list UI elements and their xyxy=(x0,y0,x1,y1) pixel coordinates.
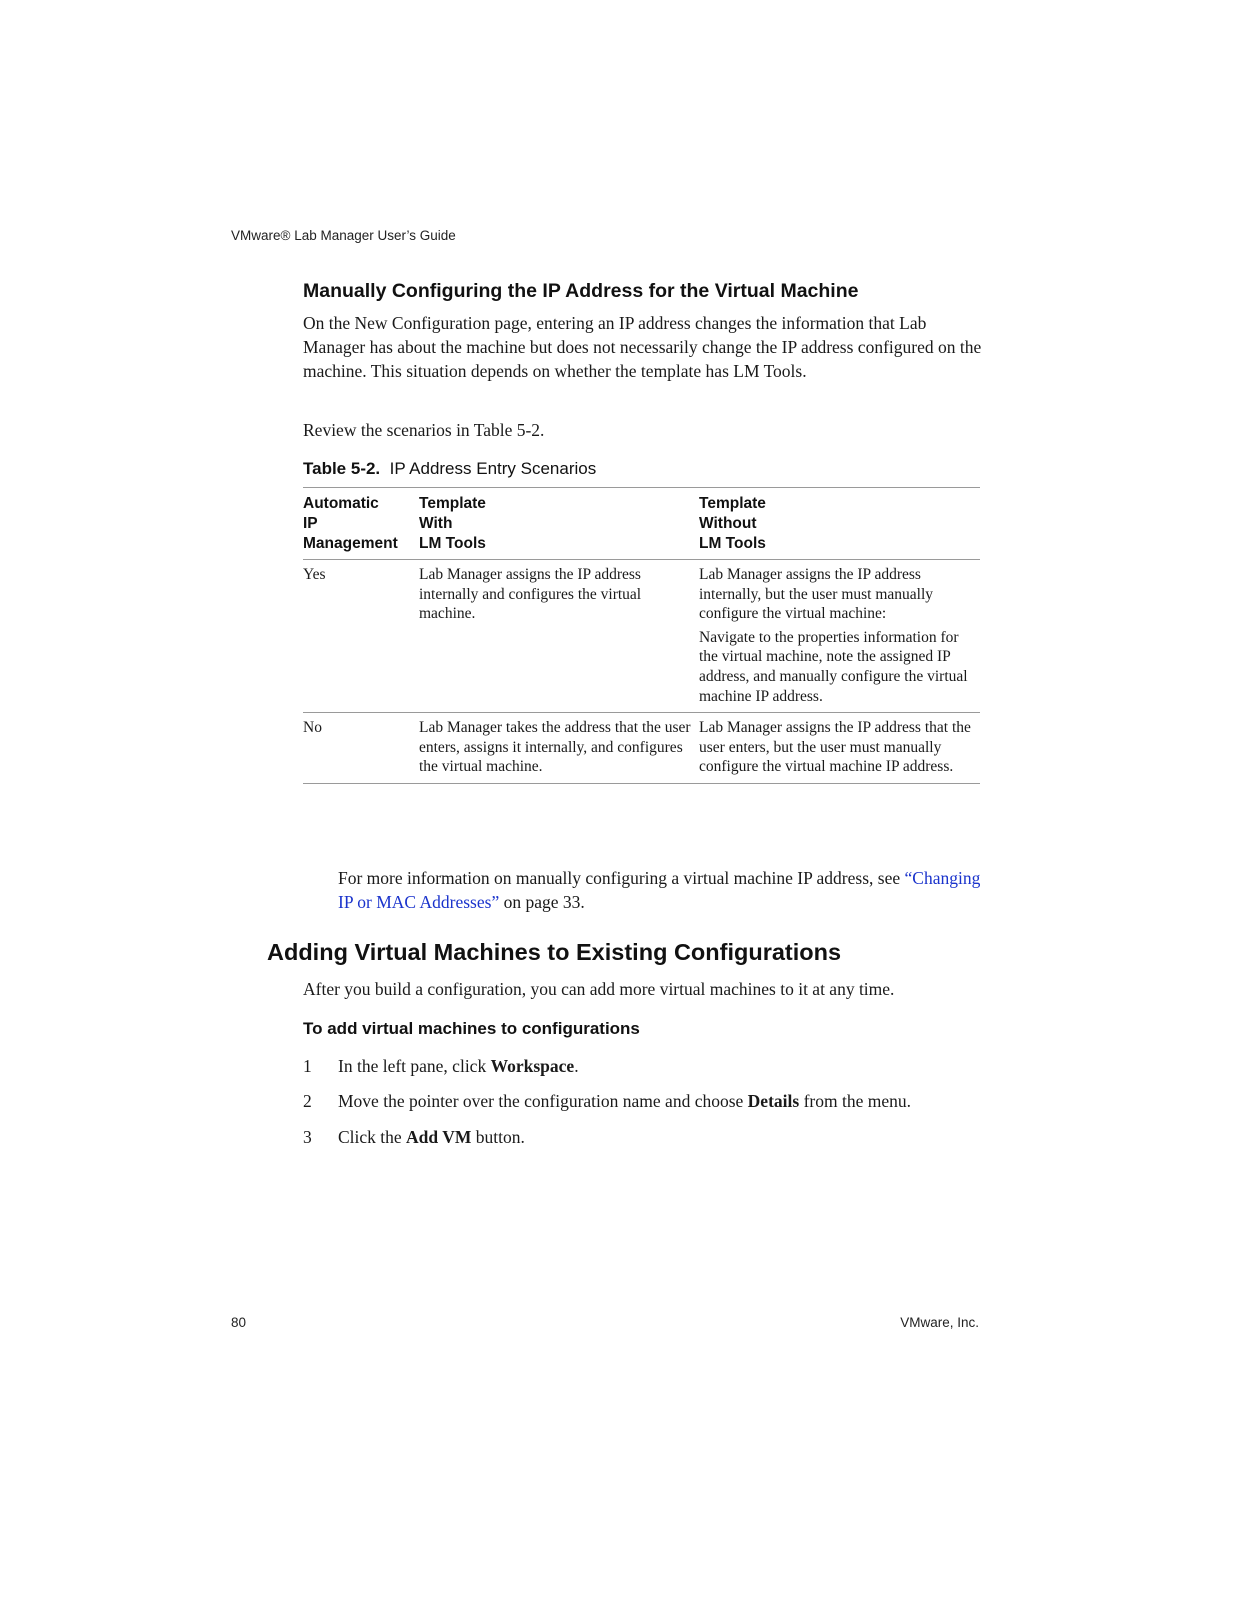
step-text-part: . xyxy=(574,1056,579,1076)
header-automatic-ip xyxy=(303,488,419,560)
step-ui-term: Add VM xyxy=(406,1127,472,1147)
step-text-part: Click the xyxy=(338,1127,407,1147)
header-template-without-tools xyxy=(699,488,980,560)
cell-with-tools: Lab Manager assigns the IP address internally and configures the virtual machine. xyxy=(419,560,699,713)
more-info-text-after: on page 33. xyxy=(499,892,585,912)
table-row xyxy=(303,560,980,713)
step-text-part: button. xyxy=(471,1127,525,1147)
intro-paragraph: On the New Configuration page, entering an IP address changes the information that Lab Manager has about the machine but does not necessarily change the IP address configured on the machine. This situation depends on whether the template has LM Tools. xyxy=(303,313,982,381)
section-heading-adding-vms: Adding Virtual Machines to Existing Configurations xyxy=(267,939,842,965)
header-line: With xyxy=(419,515,453,532)
review-paragraph: Review the scenarios in Table 5-2. xyxy=(303,420,545,440)
ip-scenarios-table xyxy=(303,487,980,784)
cell-without-tools xyxy=(699,713,980,784)
step-ui-term: Details xyxy=(747,1091,800,1111)
step-text-part: In the left pane, click xyxy=(338,1056,491,1076)
more-info-text: For more information on manually configuring a virtual machine IP address, see xyxy=(338,868,905,888)
section-heading: Manually Configuring the IP Address for the Virtual Machine xyxy=(303,280,859,302)
header-line: LM Tools xyxy=(419,535,486,552)
table-row xyxy=(303,713,980,784)
step-number: 2 xyxy=(303,1091,312,1111)
footer-company: VMware, Inc. xyxy=(900,1315,979,1330)
step-text xyxy=(338,1125,525,1149)
header-line: Without xyxy=(699,515,757,532)
table-caption-label: Table 5-2. xyxy=(303,459,381,478)
procedure-heading: To add virtual machines to configurations xyxy=(303,1019,640,1038)
step-text-part: from the menu. xyxy=(799,1091,911,1111)
step-number: 3 xyxy=(303,1127,312,1147)
adding-vms-intro-paragraph: After you build a configuration, you can add more virtual machines to it at any time. xyxy=(303,979,895,999)
header-line: LM Tools xyxy=(699,535,766,552)
header-line: Template xyxy=(419,495,486,512)
running-header: VMware® Lab Manager User’s Guide xyxy=(231,228,456,243)
cross-reference-link[interactable]: “Changing IP or MAC Addresses” xyxy=(338,868,981,912)
cell-paragraph: Lab Manager assigns the IP address internally, but the user must manually configure the virtual machine: xyxy=(699,566,934,623)
step-text-part: Move the pointer over the configuration name and choose xyxy=(338,1091,748,1111)
cell-with-tools: Lab Manager takes the address that the user enters, assigns it internally, and configures the virtual machine. xyxy=(419,713,699,784)
table-header-row xyxy=(303,488,980,560)
step-text xyxy=(338,1054,579,1078)
cell-automatic: No xyxy=(303,713,419,784)
header-line: Management xyxy=(303,535,398,552)
header-line: IP xyxy=(303,515,318,532)
header-template-with-tools xyxy=(419,488,699,560)
header-line: Automatic xyxy=(303,495,379,512)
cell-without-tools xyxy=(699,560,980,713)
cell-paragraph: Navigate to the properties information for the virtual machine, note the assigned IP address, and manually configure the virtual machine IP address. xyxy=(699,628,968,705)
cell-automatic: Yes xyxy=(303,560,419,713)
header-line: Template xyxy=(699,495,766,512)
step-ui-term: Workspace xyxy=(490,1056,575,1076)
footer-page-number: 80 xyxy=(231,1315,247,1330)
step-number: 1 xyxy=(303,1056,312,1076)
table-caption xyxy=(303,459,596,479)
cell-paragraph: Lab Manager assigns the IP address that the user enters, but the user must manually configure the virtual machine IP address. xyxy=(699,719,971,776)
more-info-paragraph xyxy=(338,866,988,914)
table-caption-title: IP Address Entry Scenarios xyxy=(389,459,597,478)
step-text xyxy=(338,1089,911,1113)
